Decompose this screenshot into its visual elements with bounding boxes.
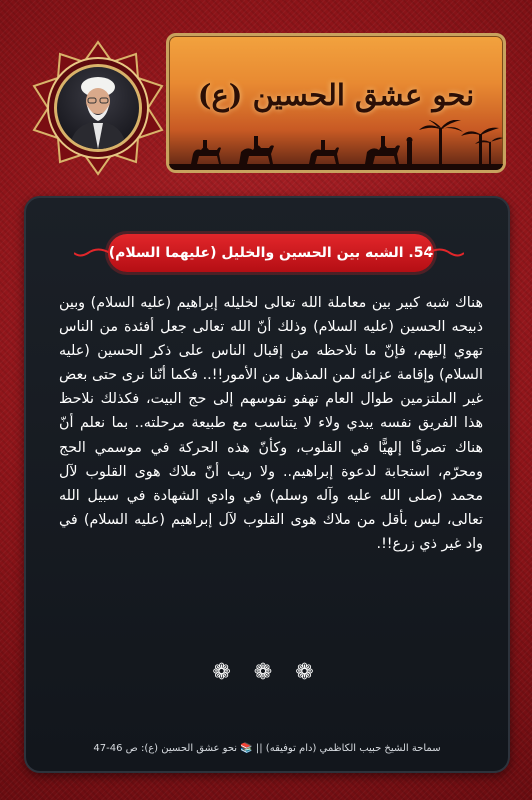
header-banner <box>166 33 506 173</box>
header-title: نحو عشق الحسين (ع) <box>197 78 475 112</box>
content-panel <box>24 196 510 773</box>
article-heading: 54. الشبه بين الحسين والخليل (عليهما السلام) <box>108 234 434 272</box>
flower-ornament: ❁ ❁ ❁ <box>212 660 322 685</box>
source-signature: سماحة الشيخ حبيب الكاظمي (دام توفيقه) || 📚 نحو عشق الحسين (ع): ص 46-47 <box>93 743 441 754</box>
article-body: هناك شبه كبير بين معاملة الله تعالى لخليله إبراهيم (عليه السلام) وبين ذبيحه الحسين (عليه السلام) وذلك أنّ الله تعالى جعل أفئدة من الناس تهوي إليهم، فإنّ ما نلاحظه من إقبال الناس على ذكر الحسين (عليه السلام) وإقامة عزائه لمن المذهل من الأمور!!.. فكما أنّنا نرى حتى بعض غير الملتزمين طوال العام تهفو نفوسهم إلى حج البيت، فكذلك نلاحظ هذا الفريق نفسه يبدي ولاء لا يتناسب مع طبيعة مرحلته.. بما نعلم أنّ هناك تصرفًا إلهيًّا في القلوب، وكأنّ هذه الحركة في موسمي الحج ومحرّم، استجابة لدعوة إبراهيم.. ولا ريب أنّ ملاك هوى القلوب لآل محمد (صلى الله عليه وآله وسلم) في وادي الشهادة في سبيل الله تعالى، ليس بأقل من ملاك هوى القلوب لآل إبراهيم (عليه السلام) في واد غير ذي زرع!!. <box>59 295 483 552</box>
left-flourish-icon <box>74 246 110 260</box>
right-flourish-icon <box>428 246 464 260</box>
caravan-silhouette-icon <box>169 120 503 170</box>
author-photo <box>54 64 142 152</box>
author-portrait-medallion <box>28 38 168 178</box>
